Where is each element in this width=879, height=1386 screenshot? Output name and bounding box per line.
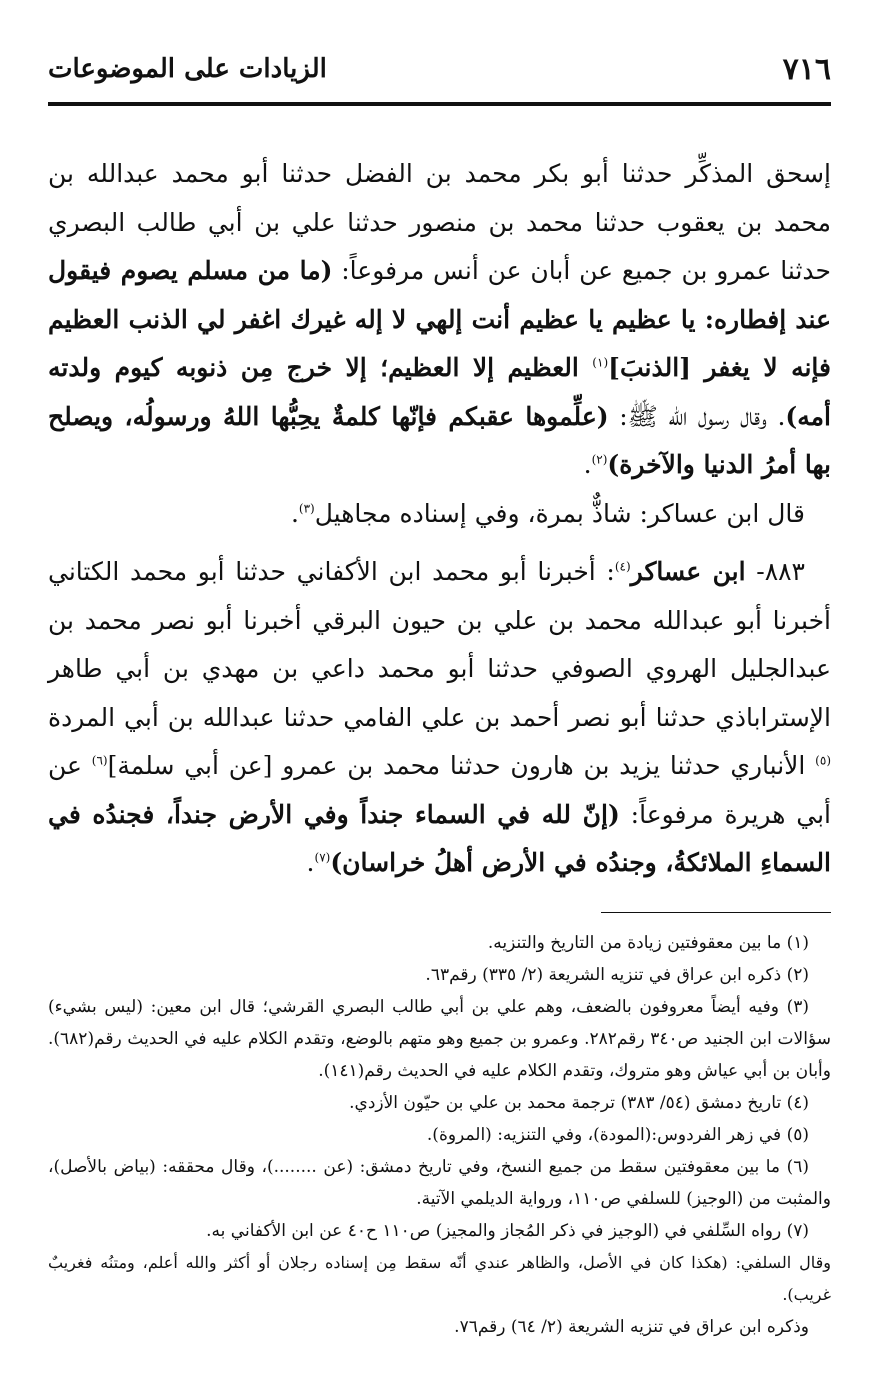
matn-text-cont: العظيم إلا العظيم؛ إلا خرج مِن ذنوبه كيوم ولدته أمه) [48, 353, 831, 431]
footnote-rule [601, 912, 831, 913]
footnote-5: (٥) في زهر الفردوس:(المودة)، وفي التنزيه: (المروة). [426, 1125, 809, 1145]
isnad-text: إسحق المذكِّر حدثنا أبو بكر محمد بن الفضل حدثنا أبو محمد عبدالله بن محمد بن يعقوب حدثنا محمد بن منصور حدثنا علي بن أبي طالب البصري حدثنا عمرو بن جميع عن أبان عن أنس مرفوعاً: [48, 159, 832, 285]
main-text [48, 150, 831, 888]
punctuation: . [306, 848, 315, 877]
punctuation: . [583, 450, 592, 479]
footnote-ref-1: (١) [592, 355, 609, 370]
header-rule [48, 102, 831, 106]
paragraph-hadith-883 [48, 548, 831, 888]
footnote-1: (١) ما بين معقوفتين زيادة من التاريخ والتنزيه. [487, 933, 809, 953]
paragraph-hadith-1 [48, 150, 831, 490]
footnote-7-ref: وذكره ابن عراق في تنزيه الشريعة (٢/ ٦٤) رقم٧٦. [454, 1317, 809, 1337]
footnote-2: (٢) ذكره ابن عراق في تنزيه الشريعة (٢/ ٣٣٥) رقم٦٣. [425, 965, 809, 985]
footnote-4: (٤) تاريخ دمشق (٥٤/ ٣٨٣) ترجمة محمد بن علي بن حيّون الأزدي. [349, 1093, 809, 1113]
page-number: ٧١٦ [782, 51, 831, 87]
footnote-ref-7: (٧) [314, 850, 331, 865]
footnotes [48, 927, 831, 1343]
running-title: الزيادات على الموضوعات [48, 54, 327, 84]
narration-text: . وقال رسول الله ﷺ: [608, 401, 786, 431]
footnote-7: (٧) رواه السِّلفي في (الوجيز في ذكر المُجاز والمجيز) ص١١٠ ح٤٠ عن ابن الأكفاني به. [206, 1221, 809, 1241]
isnad-text-cont: الأنباري حدثنا يزيد بن هارون حدثنا محمد بن عمرو [عن أبي سلمة] [107, 751, 816, 780]
footnote-ref-2: (٢) [591, 452, 608, 467]
hadith-number: ٨٨٣- [745, 557, 805, 586]
paragraph-comment [48, 490, 831, 539]
footnote-6: (٦) ما بين معقوفتين سقط من جميع النسخ، وفي تاريخ دمشق: (عن ........)، وقال محققه: (بياض بالأصل)، والمثبت من (الوجيز) للسلفي ص١١٠، ورواية الديلمي الآتية. [48, 1157, 831, 1209]
footnote-ref-6: (٦) [91, 753, 108, 768]
source-name: ابن عساكر [630, 557, 746, 586]
punctuation: . [290, 498, 299, 528]
matn-text-2: (علِّموها عقبكم فإنّها كلمةٌ يحِبُّها اللهُ ورسولُه، ويصلح بها أمرُ الدنيا والآخرة) [48, 401, 831, 479]
matn-text: (ما من مسلم يصوم فيقول عند إفطاره: يا عظيم يا عظيم أنت إلهي لا إله غيرك اغفر لي الذنب العظيم فإنه لا يغفر [الذنبَ] [48, 256, 831, 382]
footnote-ref-5: (٥) [815, 753, 831, 768]
isnad-text: : أخبرنا أبو محمد ابن الأكفاني حدثنا أبو محمد الكتاني أخبرنا أبو عبدالله محمد بن علي بن حيون البرقي أخبرنا أبو نصر محمد بن عبدالجليل الهروي الصوفي حدثنا أبو محمد داعي بن مهدي بن أبي طاهر الإستراباذي حدثنا أبو نصر أحمد بن علي الفامي حدثنا عبدالله بن أبي المردة [48, 557, 831, 732]
matn-text: (إنّ لله في السماء جنداً وفي الأرض جنداً، فجندُه في السماءِ الملائكةُ، وجندُه في الأرض أهلُ خراسان) [48, 799, 831, 877]
footnote-7-quote: وقال السلفي: (هكذا كان في الأصل، والظاهر عندي أنّه سقط مِن إسناده رجلان أو أكثر والله أعلم، ومتنُه فغريبٌ غريب). [48, 1253, 831, 1304]
page-header [48, 44, 831, 94]
footnote-3: (٣) وفيه أيضاً معروفون بالضعف، وهم علي بن أبي طالب البصري القرشي؛ قال ابن معين: (ليس بشيء) سؤالات ابن الجنيد ص٣٤٠ رقم٢٨٢. وعمرو بن جميع وهو متهم بالوضع، وتقدم الكلام عليه في الحديث رقم(٦٨٢). وأبان بن أبي عياش وهو متروك، وتقدم الكلام عليه في الحديث رقم(١٤١). [48, 997, 831, 1081]
footnote-ref-3: (٣) [298, 501, 315, 516]
footnote-ref-4: (٤) [614, 559, 631, 574]
comment-text: قال ابن عساكر: شاذٌّ بمرة، وفي إسناده مجاهيل [314, 498, 805, 528]
isnad-text-end: عن أبي هريرة مرفوعاً: [48, 751, 831, 829]
